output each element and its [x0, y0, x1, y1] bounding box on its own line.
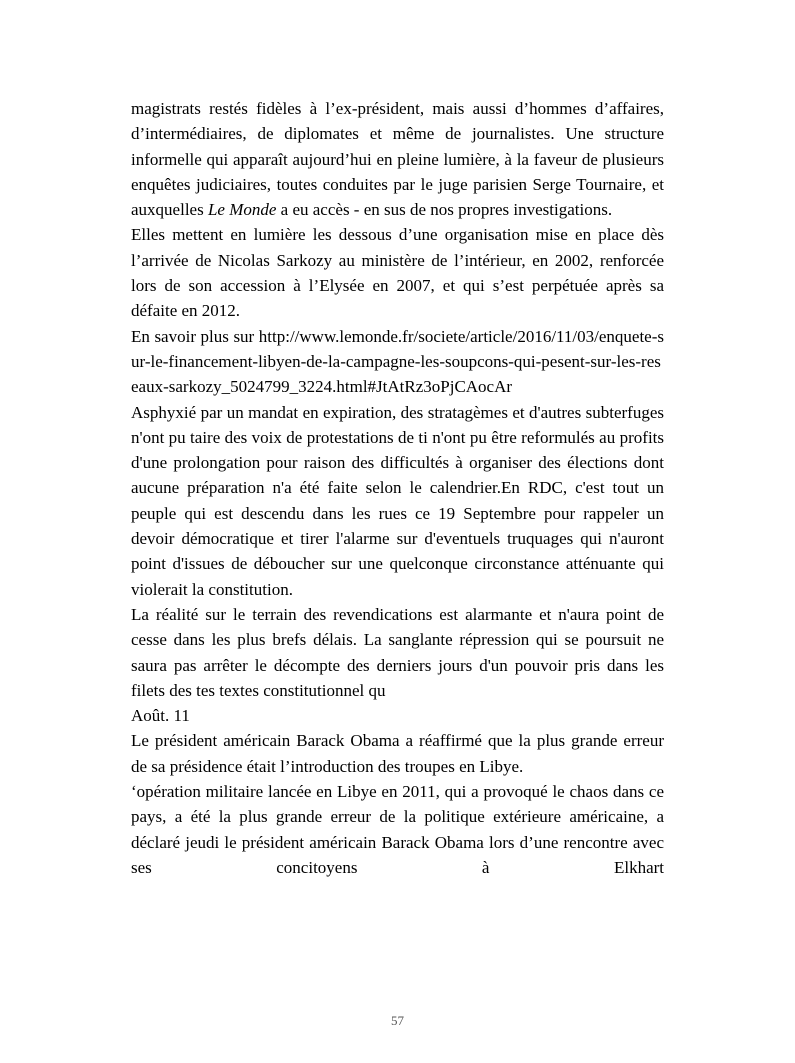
page-body-text	[131, 96, 664, 880]
paragraph-organisation-sarkozy	[131, 222, 664, 323]
paragraph-obama-citation	[131, 779, 664, 880]
text-run: Elles mettent en lumière les dessous d’une organisation mise en place dès l’arrivée de Nicolas Sarkozy au ministère de l’intérieur, en 2002, renforcée lors de son accession à l’Elysée en 2007, et qui s’est perpétuée après sa défaite en 2012.	[131, 225, 664, 321]
paragraph-repression	[131, 602, 664, 703]
text-run: Le président américain Barack Obama a réaffirmé que la plus grande erreur de sa présidence était l’introduction des troupes en Libye.	[131, 731, 664, 776]
italic-publication-name: Le Monde	[207, 200, 277, 220]
paragraph-rdc-mandat	[131, 400, 664, 602]
text-run: magistrats restés fidèles à l’ex-président, mais aussi d’hommes d’affaires, d’intermédiaires, de diplomates et même de journalistes. Une structure informelle qui apparaît aujourd’hui en pleine lumière, à la faveur de plusieurs enquêtes judiciaires, toutes conduites par le juge parisien Serge Tournaire, et auxquelles	[131, 99, 664, 220]
page-number: 57	[391, 1013, 404, 1028]
text-run: La réalité sur le terrain des revendications est alarmante et n'aura point de cesse dans les plus brefs délais. La sanglante répression qui se poursuit ne saura pas arrêter le décompte des derniers jours d'un pouvoir pris dans les filets des tes textes constitutionnel qu	[131, 604, 664, 700]
paragraph-lemonde-url	[131, 324, 664, 400]
paragraph-obama-regret	[131, 728, 664, 779]
text-run: Asphyxié par un mandat en expiration, des stratagèmes et d'autres subterfuges n'ont pu taire des voix de protestations de ti n'ont pu être reformulés au profits d'une prolongation pour raison des difficultés à organiser des élections dont aucune préparation n'a été faite selon le calendrier.En RDC, c'est tout un peuple qui est descendu dans les rues ce 19 Septembre pour rappeler un devoir démocratique et tirer l'alarme sur d'eventuels truquages qui n'auront point d'issues de déboucher sur une quelconque circonstance atténuante qui violerait la constitution.	[131, 402, 664, 599]
line-aout-11	[131, 703, 664, 728]
text-run: En savoir plus sur http://www.lemonde.fr/societe/article/2016/11/03/enquete-sur-le-financement-libyen-de-la-campagne-les-soupcons-qui-pesent-sur-les-reseaux-sarkozy_5024799_3224.html#JtAtRz3oPjCAocAr	[131, 326, 664, 397]
text-run: ‘opération militaire lancée en Libye en 2011, qui a provoqué le chaos dans ce pays, a été la plus grande erreur de la politique extérieure américaine, a déclaré jeudi le président américain Barack Obama lors d’une rencontre avec ses concitoyens à Elkhart	[131, 782, 664, 877]
text-run: a eu accès - en sus de nos propres investigations.	[276, 200, 613, 220]
paragraph-sarkozy-reseaux	[131, 96, 664, 222]
text-run: Août. 11	[131, 706, 190, 726]
